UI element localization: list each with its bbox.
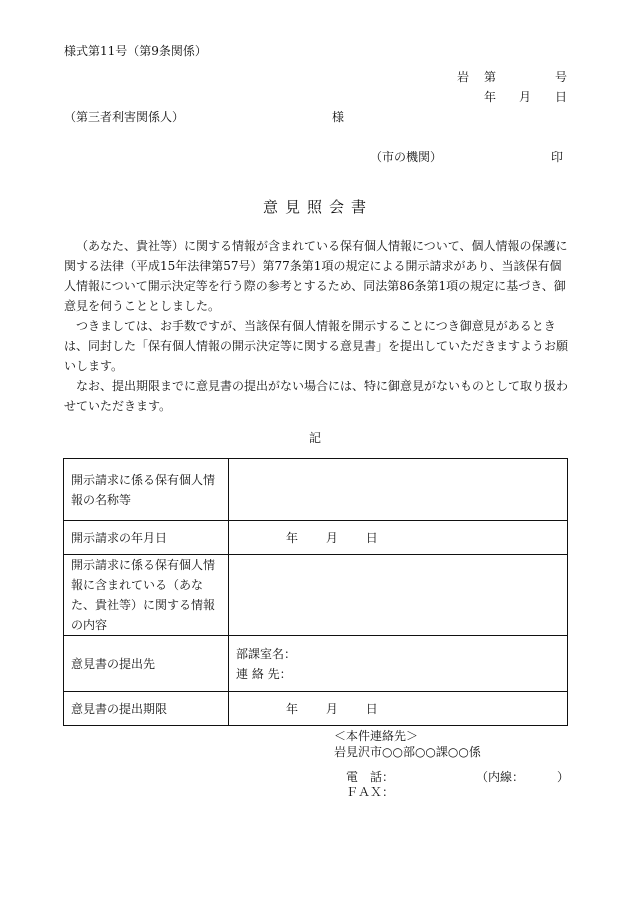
table-row [64,636,568,692]
ki-mark: 記 [309,431,322,445]
recipient-label: （第三者利害関係人） [64,110,185,124]
table-row [64,555,568,636]
row-label-deadline: 意見書の提出期限 [64,692,229,726]
row-value-info-content [229,555,568,636]
form-number: 様式第11号（第9条関係） [64,44,207,58]
deadline-month: 月 [325,701,338,716]
contact-fax-label: ＦＡＸ： [346,785,395,799]
contact-extension-close: ） [557,770,570,784]
row-label-submit-to: 意見書の提出先 [64,636,229,692]
contact-office: 岩見沢市○○部○○課○○係 [334,745,481,759]
date-day: 日 [555,90,568,104]
document-title: 意見照会書 [263,198,374,216]
deadline-year: 年 [286,701,299,716]
request-date-day: 日 [365,530,378,545]
row-label-request-date: 開示請求の年月日 [64,521,229,555]
body-paragraph-3: なお、提出期限までに意見書の提出がない場合には、特に御意見がないものとして取り扱わせていただきます。 [64,379,569,413]
sender-label: （市の機関） [370,150,443,164]
request-date-year: 年 [286,530,299,545]
seal-mark: 印 [551,150,564,164]
row-value-request-date [229,521,568,555]
body-paragraph-1: （あなた、貴社等）に関する情報が含まれている保有個人情報について、個人情報の保護に関する法律（平成15年法律第57号）第77条第1項の規定による開示請求があり、当該保有個人情報について開示決定等を行う際の参考とするため、同法第86条第1項の規定に基づき、御意見を伺うこととしました。 [64,239,568,313]
request-date-month: 月 [325,530,338,545]
submit-to-dept: 部課室名： [236,646,297,661]
date-year: 年 [484,90,497,104]
row-label-info-content: 開示請求に係る保有個人情報に含まれている（あなた、貴社等）に関する情報の内容 [64,555,229,636]
row-value-request-info-name [229,459,568,521]
doc-number-mid: 第 [484,70,497,84]
row-value-deadline [229,692,568,726]
row-value-submit-to [229,636,568,692]
contact-heading: ＜本件連絡先＞ [334,729,419,743]
doc-number-prefix: 岩 [457,70,470,84]
body-paragraph-2: つきましては、お手数ですが、当該保有個人情報を開示することにつき御意見があるときは、同封した「保有個人情報の開示決定等に関する意見書」を提出していただきますようお願いします。 [64,319,569,373]
doc-number-suffix: 号 [555,70,568,84]
deadline-day: 日 [365,701,378,716]
row-label-request-info-name: 開示請求に係る保有個人情報の名称等 [64,459,229,521]
submit-to-contact: 連 絡 先： [236,666,292,681]
contact-phone-label: 電 話： [346,770,395,784]
table-row [64,459,568,521]
info-table [63,458,568,726]
contact-extension-label: （内線： [476,770,525,784]
date-month: 月 [519,90,532,104]
table-row [64,692,568,726]
recipient-honorific: 様 [332,110,345,124]
table-row [64,521,568,555]
body-text [64,236,572,416]
